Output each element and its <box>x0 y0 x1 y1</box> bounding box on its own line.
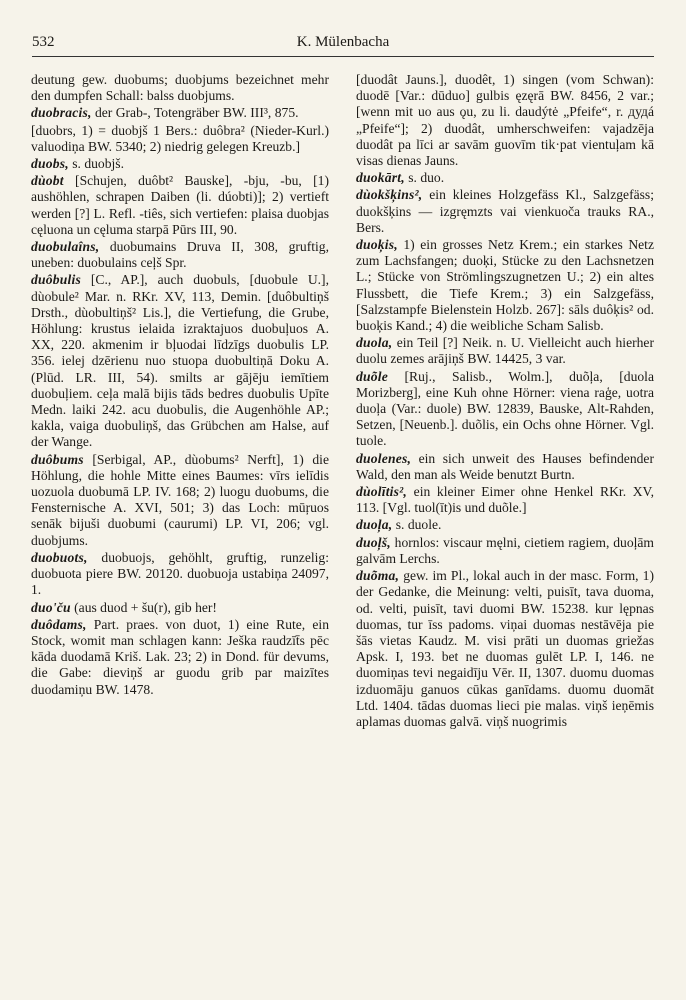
dictionary-entry <box>31 105 329 121</box>
left-column <box>31 72 329 699</box>
entry-text: ein sich unweit des Hauses befindender Wald, den man als Weide benutzt Burtn. <box>356 450 654 482</box>
entry-text: s. duole. <box>392 517 442 533</box>
dictionary-entry <box>356 72 654 169</box>
entry-headword: duobs, <box>31 156 69 172</box>
dictionary-entry <box>31 272 329 450</box>
dictionary-entry <box>31 600 329 616</box>
dictionary-entry <box>31 617 329 698</box>
dictionary-entry <box>356 335 654 367</box>
entry-text: deutung gew. duobums; duobjums bezeichnet mehr den dumpfen Schall: balss duobjums. <box>31 72 329 104</box>
entry-text: hornlos: viscaur męlni, cietiem ragiem, duoļām galvām Lerchs. <box>356 534 654 566</box>
entry-headword: dùobt <box>31 173 64 189</box>
entry-headword: duoļš, <box>356 534 391 550</box>
entry-headword: duolenes, <box>356 450 412 466</box>
entry-text: ein kleines Holzgefäss Kl., Salzgefäss; duokšķins — izgręmzts vai vienkuoča trauks RA., Bers. <box>356 187 654 235</box>
page-number: 532 <box>32 34 55 50</box>
entry-text: gew. im Pl., lokal auch in der masc. Form, 1) der Gedanke, die Meinung: velti, puisīt, tava duoma, od. velti, puisīt, tavi duomi BW. 15238. kur lępnas duomas, tur īss padoms. viņai duomas nestāvēja pie šās vietas Kaudz. M. visi prāti un duomas griežas Apsk. I, 193. bet ne duomas gulēt LP. I, 146. ne duomiņas tevi negaidīju Vēr. II, 1307. duomu duomas izduomāju ganuos cūkas ganīdams. duomu duomāt Ltd. 1404. tādas duomas lieci pie malas. viņš ieņēmis aplamas duomas galvā. viņš nuogrimis <box>356 568 654 729</box>
dictionary-entry <box>31 123 329 155</box>
entry-headword: duõma, <box>356 568 400 584</box>
entry-text: [Schujen, duôbt² Bauske], -bju, -bu, [1) aushöhlen, schrapen Daiben (li. dúobti)]; 2) vertieft werden [?] L. Refl. -tiês, sich vertiefen: plaisa duobjas cęluona un cęluma starpā Pūrs III, 90. <box>31 173 329 237</box>
entry-headword: duôdams, <box>31 616 87 632</box>
entry-headword: duobuots, <box>31 549 88 565</box>
entry-text: ein kleiner Eimer ohne Henkel RKr. XV, 113. [Vgl. tuol(īt)is und duõle.] <box>356 484 654 516</box>
entry-text: s. duo. <box>404 170 445 186</box>
entry-text: s. duobjš. <box>68 156 124 172</box>
entry-text: [Serbigal, AP., dùobums² Nerft], 1) die Höhlung, die hohle Mitte eines Baumes: vīrs ielīdis uozuola duobumā LP. IV. 168; 2) luogu duobums, die Fensternische A. XVI, 501; 3) das Loch: mūŗuos senāk bijuši duobumi (caurumi) LP. VI, 206; vgl. duobjums. <box>31 451 329 548</box>
dictionary-entry <box>31 156 329 172</box>
entry-text: Part. praes. von duot, 1) eine Rute, ein Stock, womit man schlagen kann: Ješka raudzīt̄s pēc kāda duodamā Kriš. Lak. 23; 2) in Dond. für devums, die Gabe: dieviņš ar guodu grib par maizītes duodamiņu BW. 1478. <box>31 616 329 697</box>
dictionary-entry <box>356 568 654 730</box>
entry-headword: duola, <box>356 335 393 351</box>
entry-headword: duokārt, <box>356 170 405 186</box>
dictionary-entry <box>356 517 654 533</box>
running-title: K. Mülenbacha <box>296 34 390 50</box>
dictionary-entry <box>31 72 329 104</box>
dictionary-entry <box>356 237 654 334</box>
dictionary-entry <box>356 369 654 450</box>
entry-text: der Grab-, Totengräber BW. III³, 875. <box>91 105 299 121</box>
dictionary-entry <box>356 170 654 186</box>
entry-headword: duoķis, <box>356 237 398 253</box>
entry-headword: duoļa, <box>356 517 393 533</box>
entry-text: [Ruj., Salisb., Wolm.], duõļa, [duola Morizberg], eine Kuh ohne Hörner: viena raģe, uotra duoļa (Var.: duole) BW. 12839, Bauske, Alt-Rahden, Setzen, [Neuenb.]. duõlis, ein Ochs ohne Hörner. Vgl. tuole. <box>356 368 654 449</box>
dictionary-entry <box>31 239 329 271</box>
entry-text: [C., AP.], auch duobuls, [duobule U.], dùobule² Mar. n. RKr. XV, 113, Demin. [duôbultiņš Drsth., dùobultiņš² Lis.], die Vertiefung, die Grube, Höhlung: krustus ielaida izraktajuos duobuļuos A. XX, 220. akmenim ir bļuodai līdzīgs duobulis LP. 356. ielej dzērienu nuo stuopa duobultiņā Doku A. (Plūd. LR. III, 54). smilts ar gājēju iemītiem duobuļiem. ceļa malā bijis tāds bedres duobulis Upīte Medn. laiki 242. acu duobulis, die Augenhöhle AP.; kakla, vaiga duobuliņš, das Grübchen am Halse, auf der Wange. <box>31 272 329 450</box>
dictionary-entry <box>356 535 654 567</box>
entry-headword: duo'ču <box>31 599 71 615</box>
entry-headword: dùokšķins², <box>356 187 423 203</box>
dictionary-entry <box>356 484 654 516</box>
entry-headword: duobulaîns, <box>31 239 100 255</box>
dictionary-entry <box>31 173 329 238</box>
entry-text: [duodât Jauns.], duodêt, 1) singen (vom Schwan): duodē [Var.: dūduo] gulbis ęzęrā BW. 8456, 2 var.; [wenn mit uo aus ǫu, zu li. daudýtė „Pfeife“, r. дудá „Pfeife“]; 2) duodât, umherschweifen: vajadzēja duodât pa līci ar savām guovīm tik·pat vientuļam kā visas dienas Jauns. <box>356 72 654 169</box>
entry-text: ein Teil [?] Neik. n. U. Vielleicht auch hierher duolu zemes arājiņš BW. 14425, 3 var. <box>356 335 654 367</box>
entry-headword: dùolītis², <box>356 484 408 500</box>
dictionary-entry <box>356 451 654 483</box>
entry-text: (aus duod + šu(r), gib her! <box>70 599 217 615</box>
right-column <box>356 72 654 731</box>
dictionary-entry <box>356 187 654 236</box>
entry-text: [duobrs, 1) = duobjš 1 Bers.: duôbra² (Nieder-Kurl.) valuodiņa BW. 5340; 2) niedrig gelegen Kreuzb.] <box>31 122 329 154</box>
dictionary-entry <box>31 550 329 599</box>
entry-headword: duôbulis <box>31 272 81 288</box>
page-header <box>32 34 654 57</box>
entry-text: 1) ein grosses Netz Krem.; ein starkes Netz zum Lachsfangen; duoķi, Stücke zu den Lachsnetzen L.; Stücke von Strömlingszugnetzen U.; 2) ein altes Flussbett, die Tiefe Krem.; 3) ein Salzgefäss, [Salzstampfe Bielenstein Holzb. 267]: sāls duôķis² od. buoķis Kand.; 4) die weibliche Scham Salisb. <box>356 237 654 334</box>
dictionary-entry <box>31 452 329 549</box>
entry-text: duobuojs, gehöhlt, gruftig, runzelig: duobuota piere BW. 20120. duobuoja ustabiņa 24097, 1. <box>31 549 329 598</box>
entry-headword: duobracis, <box>31 105 92 121</box>
entry-text: duobumains Druva II, 308, gruftig, uneben: duobulains ceļš Spr. <box>31 239 329 271</box>
entry-headword: duõle <box>356 368 388 384</box>
entry-headword: duôbums <box>31 451 84 467</box>
